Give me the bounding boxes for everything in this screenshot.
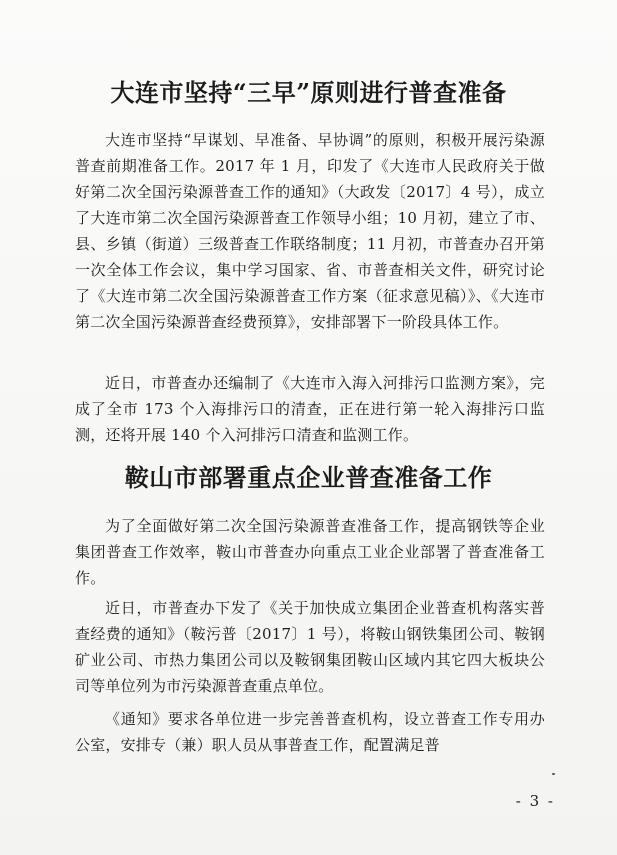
page-number: - 3 - bbox=[515, 792, 555, 810]
scan-speck bbox=[552, 773, 555, 775]
paragraph-dalian-1: 大连市坚持“早谋划、早准备、早协调”的原则，积极开展污染源普查前期准备工作。2017 年 1 月，印发了《大连市人民政府关于做好第二次全国污染源普查工作的通知》（大政发〔2017〕4 号），成立了大连市第二次全国污染源普查工作领导小组；10 月初，建立了市、县、乡镇（街道）三级普查工作联络制度；11 月初，市普查办召开第一次全体工作会议，集中学习国家、省、市普查相关文件，研究讨论了《大连市第二次全国污染源普查工作方案（征求意见稿）》、《大连市第二次全国污染源普查经费预算》，安排部署下一阶段具体工作。 bbox=[75, 131, 545, 331]
paragraph-anshan-1: 为了全面做好第二次全国污染源普查准备工作，提高钢铁等企业集团普查工作效率，鞍山市普查办向重点工业企业部署了普查准备工作。 bbox=[75, 517, 545, 587]
paragraph-dalian-2: 近日，市普查办还编制了《大连市入海入河排污口监测方案》，完成了全市 173 个入海排污口的清查，正在进行第一轮入海排污口监测，还将开展 140 个入河排污口清查和监测工作。 bbox=[75, 374, 545, 444]
paragraph-anshan-2: 近日，市普查办下发了《关于加快成立集团企业普查机构落实普查经费的通知》（鞍污普〔2017〕1 号），将鞍山钢铁集团公司、鞍钢矿业公司、市热力集团公司以及鞍钢集团鞍山区域内其它四大板块公司等单位列为市污染源普查重点单位。 bbox=[75, 599, 545, 695]
section-title-anshan: 鞍山市部署重点企业普查准备工作 bbox=[124, 463, 493, 492]
section-title-dalian: 大连市坚持“三早”原则进行普查准备 bbox=[110, 78, 507, 107]
paragraph-anshan-3: 《通知》要求各单位进一步完善普查机构，设立普查工作专用办公室，安排专（兼）职人员从事普查工作，配置满足普 bbox=[75, 710, 545, 754]
